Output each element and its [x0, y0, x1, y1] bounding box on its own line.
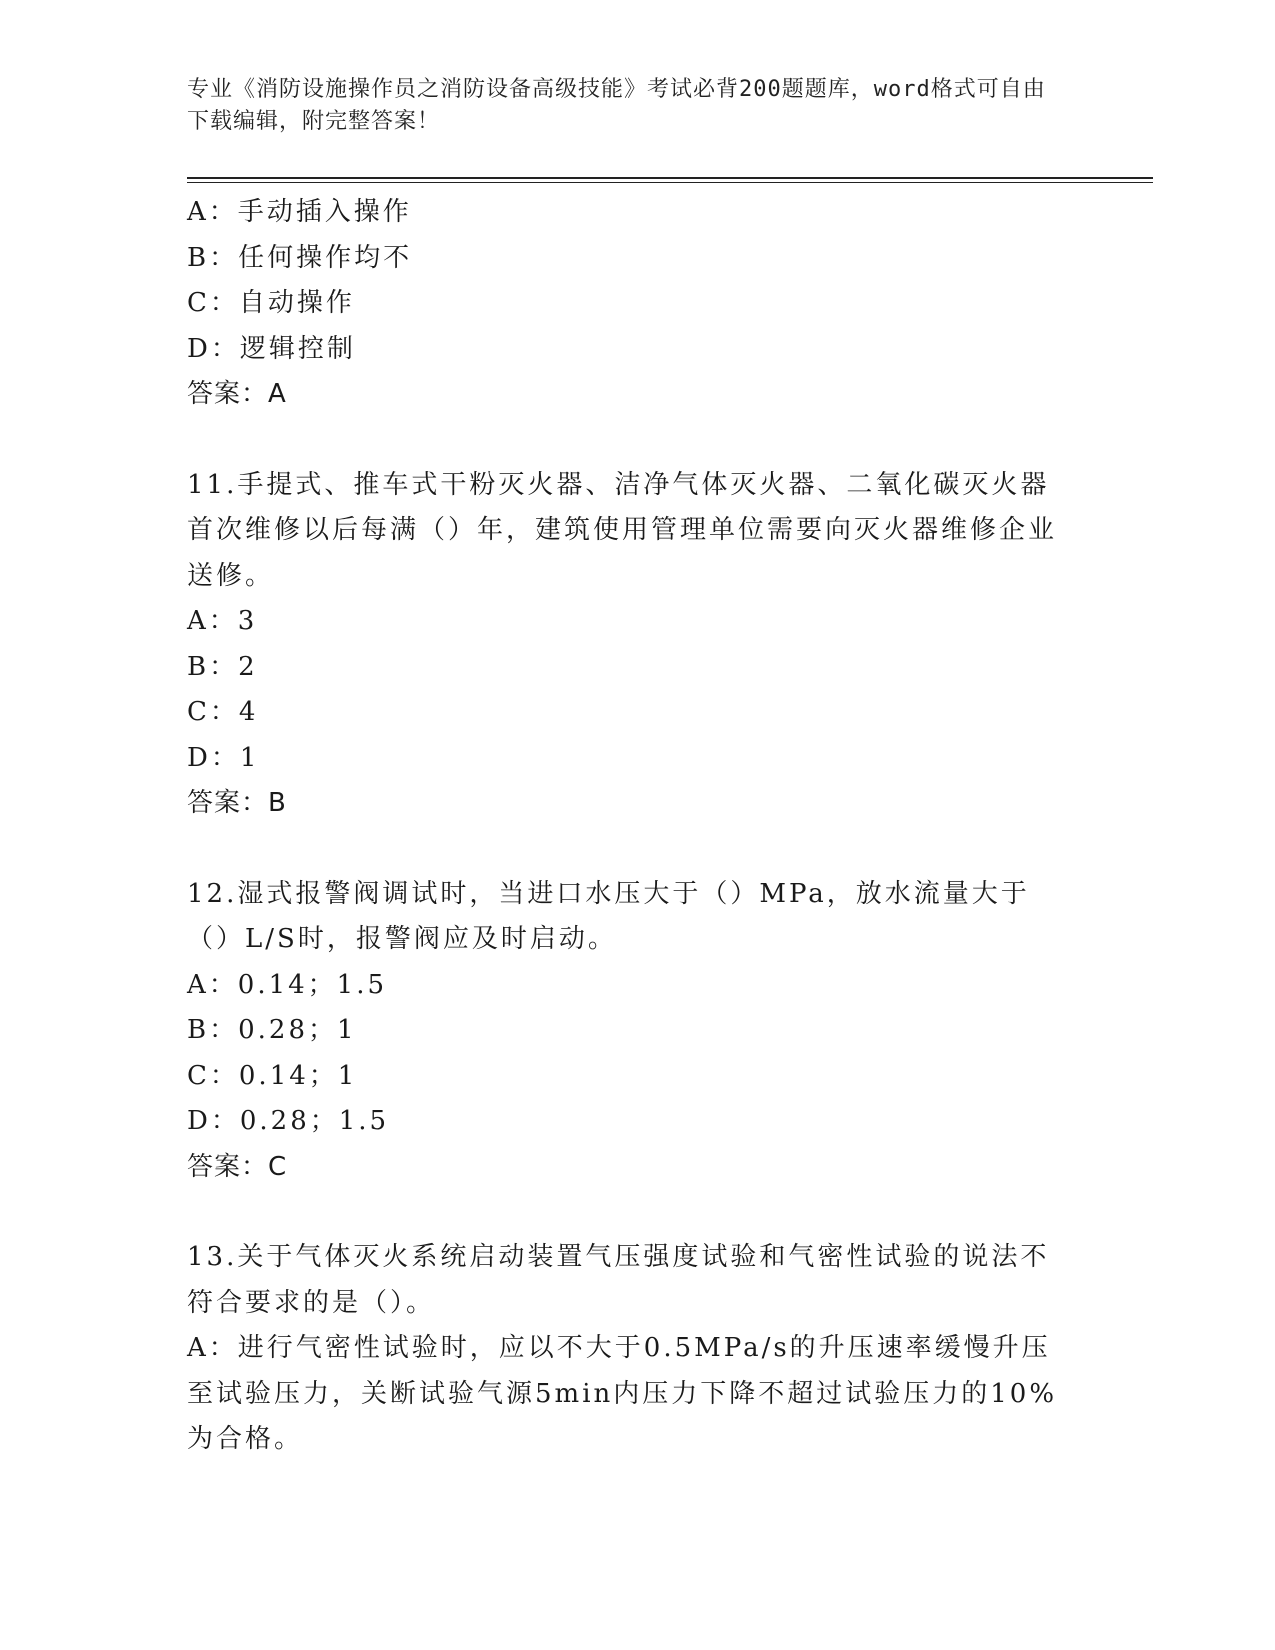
question-13 [187, 1235, 1067, 1463]
option-b: B：2 [187, 651, 258, 682]
option-d: D：逻辑控制 [187, 333, 356, 364]
header-divider-thin [187, 182, 1153, 183]
option-a: A：0.14；1.5 [187, 969, 388, 1000]
document-header: 专业《消防设施操作员之消防设备高级技能》考试必背200题题库，word格式可自由下载编辑，附完整答案！ [187, 77, 1046, 134]
option-b: B：0.28；1 [187, 1015, 357, 1045]
question-content [187, 190, 1067, 1463]
option-a: A：3 [187, 606, 258, 636]
option-d: D：1 [187, 742, 260, 773]
option-b: B：任何操作均不 [187, 242, 413, 273]
option-a: A：手动插入操作 [187, 197, 412, 227]
question-stem: 11.手提式、推车式干粉灭火器、洁净气体灭火器、二氧化碳灭火器首次维修以后每满（）年，建筑使用管理单位需要向灭火器维修企业送修。 [187, 469, 1058, 591]
option-c: C：自动操作 [187, 288, 355, 318]
header-divider [187, 177, 1153, 179]
question-stem: 13.关于气体灭火系统启动装置气压强度试验和气密性试验的说法不符合要求的是（）。 [187, 1242, 1050, 1318]
option-c: C：0.14；1 [187, 1060, 358, 1091]
question-11 [187, 463, 1067, 827]
answer-line: 答案：C [187, 1151, 288, 1182]
answer-line: 答案：B [187, 788, 287, 818]
answer-line: 答案：A [187, 379, 287, 409]
option-d: D：0.28；1.5 [187, 1106, 390, 1136]
question-block-prev [187, 190, 1067, 418]
option-c: C：4 [187, 697, 259, 727]
question-stem: 12.湿式报警阀调试时，当进口水压大于（）MPa，放水流量大于（）L/S时，报警阀应及时启动。 [187, 878, 1030, 954]
option-a: A：进行气密性试验时，应以不大于0.5MPa/s的升压速率缓慢升压至试验压力，关断试验气源5min内压力下降不超过试验压力的10%为合格。 [187, 1333, 1058, 1454]
question-12 [187, 872, 1067, 1191]
